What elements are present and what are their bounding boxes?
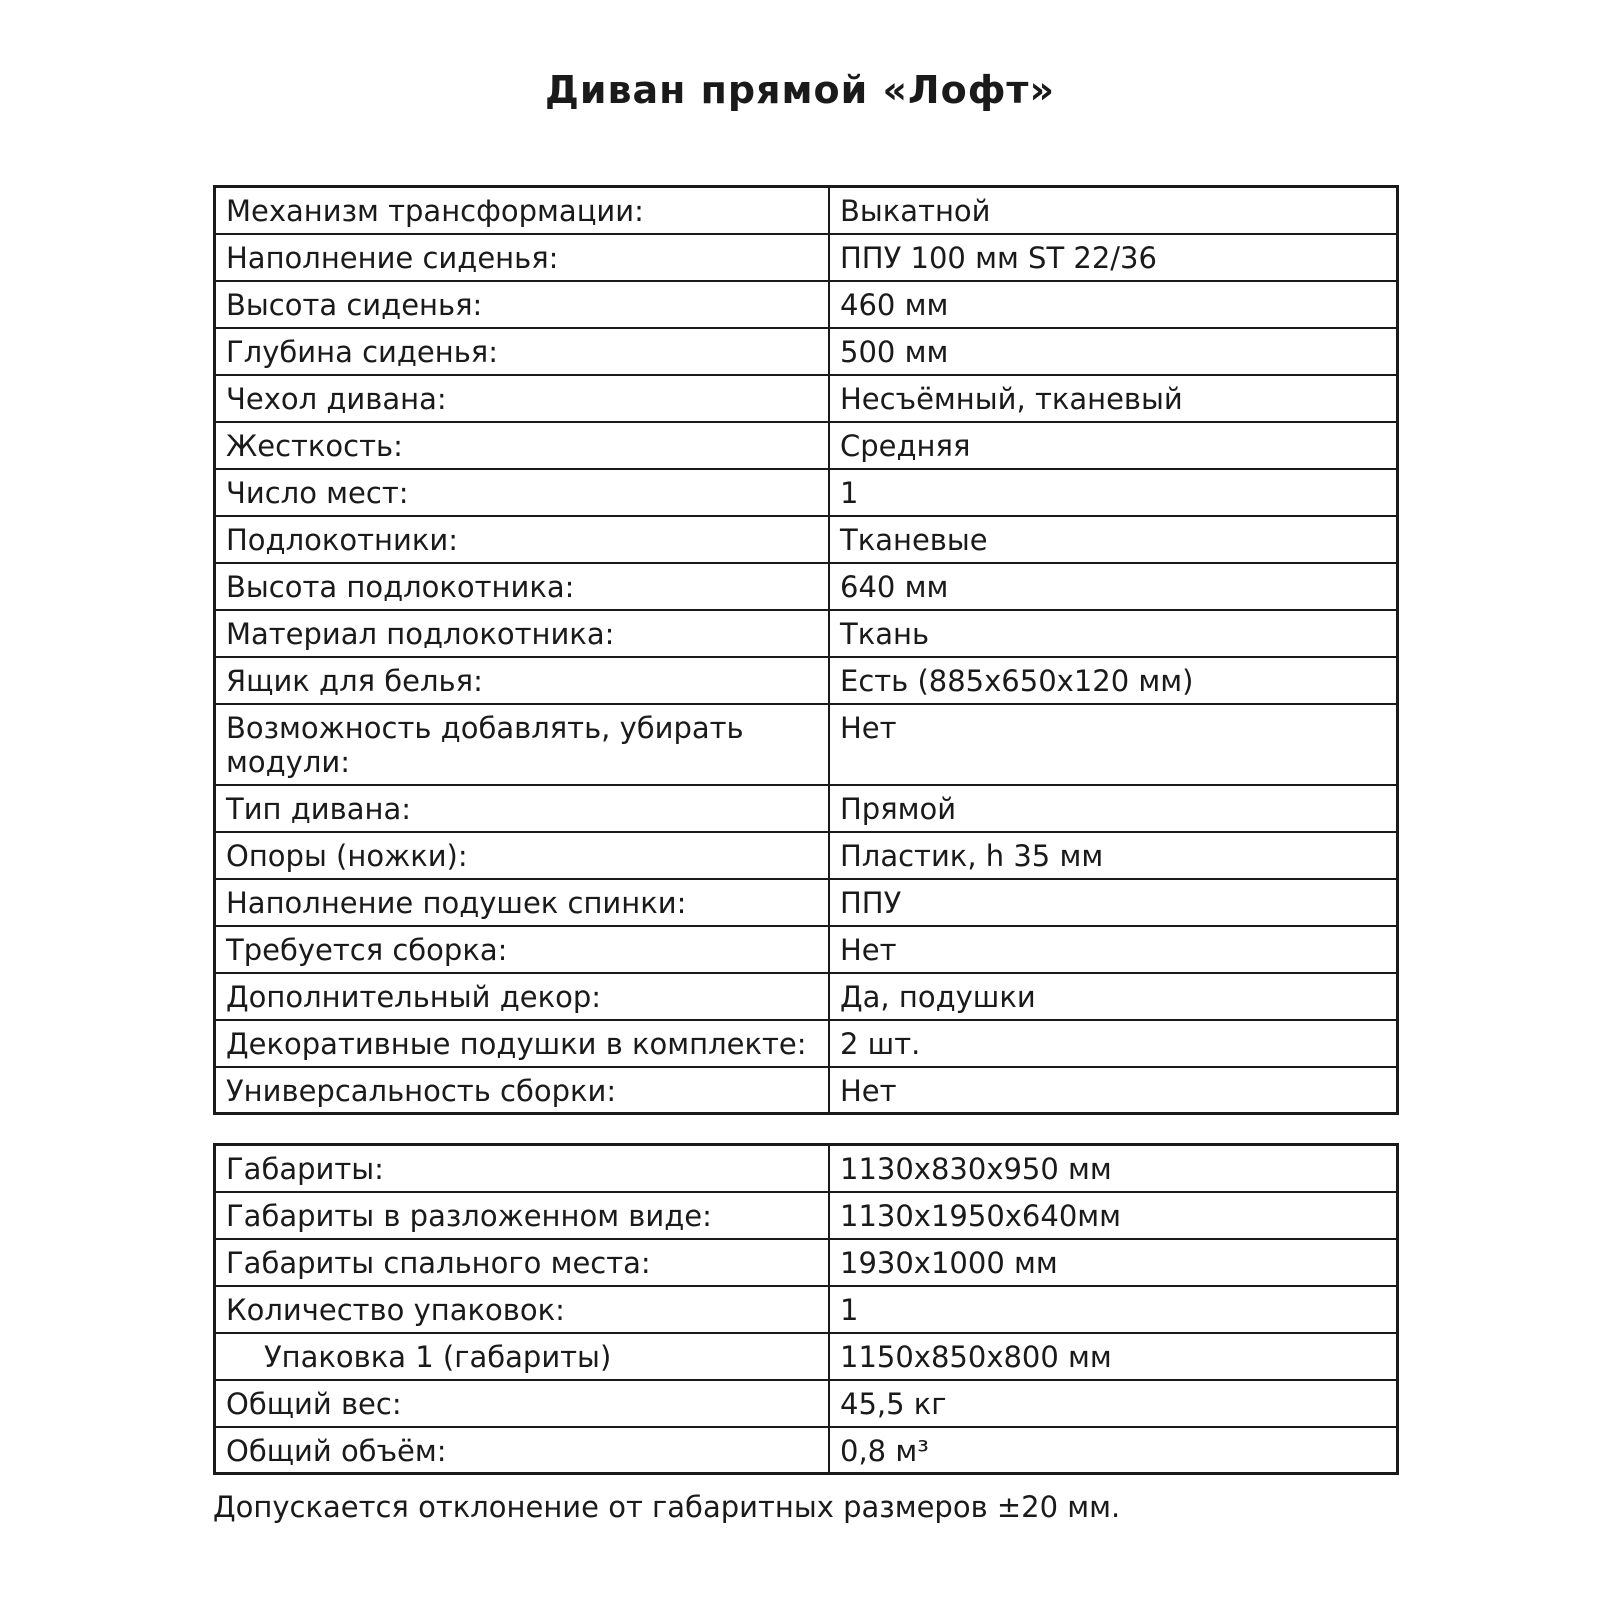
dimension-value: 1130х1950х640мм	[829, 1192, 1398, 1239]
table-row	[215, 785, 1398, 832]
table-row	[215, 610, 1398, 657]
spec-label: Глубина сиденья:	[215, 328, 830, 375]
dimension-label: Количество упаковок:	[215, 1286, 830, 1333]
spec-label: Высота сиденья:	[215, 281, 830, 328]
spec-label: Дополнительный декор:	[215, 973, 830, 1020]
spec-label: Механизм трансформации:	[215, 187, 830, 234]
table-row	[215, 375, 1398, 422]
table-row	[215, 1333, 1398, 1380]
spec-value: 2 шт.	[829, 1020, 1398, 1067]
tolerance-note: Допускается отклонение от габаритных размеров ±20 мм.	[213, 1490, 1121, 1524]
spec-label: Наполнение сиденья:	[215, 234, 830, 281]
spec-label: Подлокотники:	[215, 516, 830, 563]
spec-label: Опоры (ножки):	[215, 832, 830, 879]
table-row	[215, 1380, 1398, 1427]
table-row	[215, 1020, 1398, 1067]
table-row	[215, 1067, 1398, 1114]
spec-value: ППУ	[829, 879, 1398, 926]
table-row	[215, 187, 1398, 234]
dimension-label: Габариты:	[215, 1145, 830, 1192]
spec-value: Пластик, h 35 мм	[829, 832, 1398, 879]
table-row	[215, 657, 1398, 704]
dimensions-table	[213, 1143, 1399, 1475]
dimension-value: 0,8 м³	[829, 1427, 1398, 1474]
spec-label: Декоративные подушки в комплекте:	[215, 1020, 830, 1067]
dimension-label: Упаковка 1 (габариты)	[215, 1333, 830, 1380]
spec-label: Универсальность сборки:	[215, 1067, 830, 1114]
spec-value: Нет	[829, 704, 1398, 785]
spec-value: Несъёмный, тканевый	[829, 375, 1398, 422]
table-row	[215, 1145, 1398, 1192]
spec-label: Высота подлокотника:	[215, 563, 830, 610]
table-row	[215, 1192, 1398, 1239]
table-row	[215, 926, 1398, 973]
dimension-label: Габариты спального места:	[215, 1239, 830, 1286]
spec-value: 500 мм	[829, 328, 1398, 375]
table-row	[215, 832, 1398, 879]
dimension-label: Общий вес:	[215, 1380, 830, 1427]
spec-value: Да, подушки	[829, 973, 1398, 1020]
dimension-label: Габариты в разложенном виде:	[215, 1192, 830, 1239]
spec-label: Число мест:	[215, 469, 830, 516]
spec-label: Возможность добавлять, убирать модули:	[215, 704, 830, 785]
table-row	[215, 422, 1398, 469]
spec-value: ППУ 100 мм ST 22/36	[829, 234, 1398, 281]
dimension-value: 1930х1000 мм	[829, 1239, 1398, 1286]
spec-label: Чехол дивана:	[215, 375, 830, 422]
table-row	[215, 879, 1398, 926]
spec-label: Жесткость:	[215, 422, 830, 469]
spec-value: Тканевые	[829, 516, 1398, 563]
specifications-table	[213, 185, 1399, 1115]
spec-value: 1	[829, 469, 1398, 516]
table-row	[215, 281, 1398, 328]
dimension-value: 45,5 кг	[829, 1380, 1398, 1427]
dimension-label: Общий объём:	[215, 1427, 830, 1474]
spec-value: Ткань	[829, 610, 1398, 657]
spec-label: Наполнение подушек спинки:	[215, 879, 830, 926]
table-row	[215, 1286, 1398, 1333]
table-row	[215, 469, 1398, 516]
page-title: Диван прямой «Лофт»	[544, 68, 1055, 112]
table-row	[215, 234, 1398, 281]
spec-label: Ящик для белья:	[215, 657, 830, 704]
spec-value: Прямой	[829, 785, 1398, 832]
table-row	[215, 328, 1398, 375]
spec-value: 640 мм	[829, 563, 1398, 610]
spec-value: 460 мм	[829, 281, 1398, 328]
dimension-value: 1130х830х950 мм	[829, 1145, 1398, 1192]
spec-label: Требуется сборка:	[215, 926, 830, 973]
dimension-value: 1	[829, 1286, 1398, 1333]
spec-value: Выкатной	[829, 187, 1398, 234]
table-row	[215, 1427, 1398, 1474]
table-row	[215, 563, 1398, 610]
spec-value: Средняя	[829, 422, 1398, 469]
spec-value: Нет	[829, 926, 1398, 973]
table-row	[215, 516, 1398, 563]
table-row	[215, 1239, 1398, 1286]
dimension-value: 1150х850х800 мм	[829, 1333, 1398, 1380]
table-row	[215, 704, 1398, 785]
spec-value: Нет	[829, 1067, 1398, 1114]
spec-value: Есть (885х650х120 мм)	[829, 657, 1398, 704]
spec-label: Материал подлокотника:	[215, 610, 830, 657]
table-row	[215, 973, 1398, 1020]
spec-label: Тип дивана:	[215, 785, 830, 832]
